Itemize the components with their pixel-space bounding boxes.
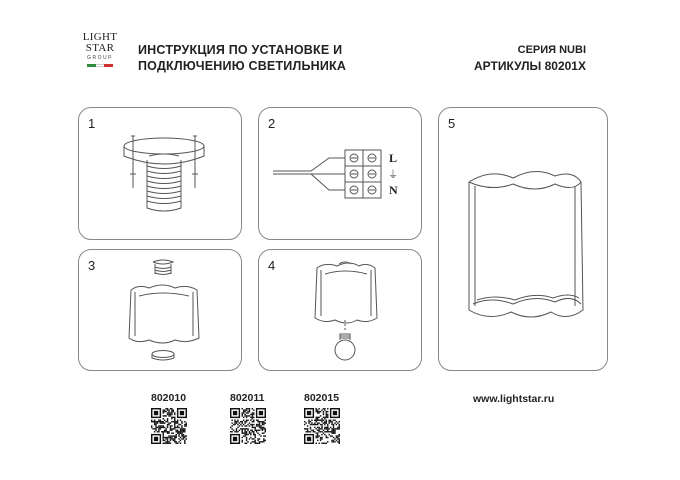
qr-code-label-802010: 802010 (151, 392, 187, 404)
step-4-panel (258, 249, 422, 371)
logo-line-3: GROUP (87, 55, 113, 61)
series-name: СЕРИЯ NUBI (517, 44, 586, 56)
ceiling-mount-illustration (79, 108, 243, 241)
series-info (474, 42, 586, 74)
logo-line-2: STAR (85, 42, 115, 54)
qr-code-icon[interactable] (230, 408, 266, 444)
qr-code-icon[interactable] (151, 408, 187, 444)
title-line-1: ИНСТРУКЦИЯ ПО УСТАНОВКЕ И (138, 43, 343, 57)
bulb-install-illustration (259, 250, 423, 372)
assembled-lamp-illustration (439, 108, 609, 372)
step-1-panel (78, 107, 242, 240)
step-number: 5 (448, 116, 456, 131)
qr-code-label-802015: 802015 (304, 392, 340, 404)
step-3-panel (78, 249, 242, 371)
step-2-panel (258, 107, 422, 240)
article-numbers: АРТИКУЛЫ 80201X (474, 59, 586, 73)
terminal-label-l: L (389, 151, 398, 165)
ground-symbol-icon: ⏚ (388, 170, 398, 181)
step-number: 1 (88, 116, 96, 131)
wiring-terminal-illustration (259, 108, 423, 241)
step-5-panel (438, 107, 608, 371)
logo-line-1: LIGHT (82, 31, 118, 43)
step-number: 4 (268, 258, 276, 273)
page-title (138, 42, 346, 74)
shade-assembly-illustration (79, 250, 243, 372)
step-number: 3 (88, 258, 96, 273)
terminal-label-n: N (389, 183, 398, 197)
italian-flag-icon (87, 64, 113, 67)
website-link[interactable]: www.lightstar.ru (473, 393, 555, 405)
brand-logo (78, 32, 122, 67)
title-line-2: ПОДКЛЮЧЕНИЮ СВЕТИЛЬНИКА (138, 59, 347, 73)
step-number: 2 (268, 116, 276, 131)
qr-code-icon[interactable] (304, 408, 340, 444)
qr-code-label-802011: 802011 (230, 392, 265, 404)
